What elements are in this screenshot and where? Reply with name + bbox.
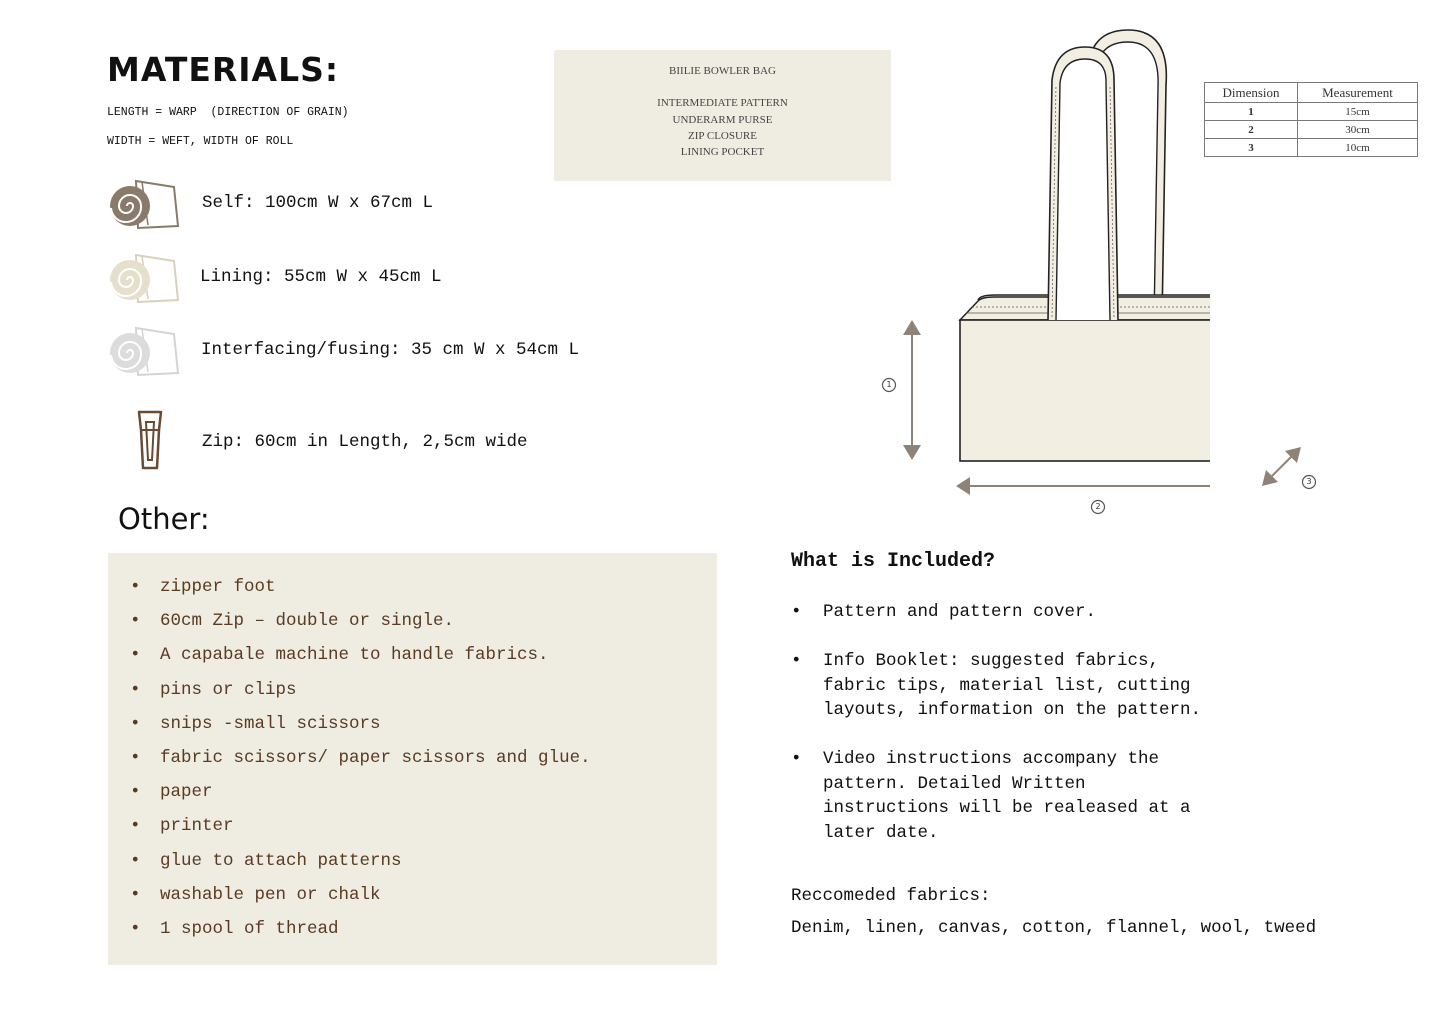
table-row (1205, 121, 1418, 139)
list-item: • fabric scissors/ paper scissors and glue. (130, 741, 717, 775)
zip-pull-icon (133, 408, 167, 472)
included-heading: What is Included? (791, 550, 996, 573)
list-item: • glue to attach patterns (130, 844, 717, 878)
measurement-cell: 15cm (1298, 103, 1418, 121)
table-header-row (1205, 83, 1418, 103)
bullet-icon: • (791, 651, 802, 671)
list-item: • pins or clips (130, 673, 717, 707)
dimension-cell: 1 (1205, 103, 1298, 121)
fabric-roll-icon (108, 178, 184, 232)
list-item: • zipper foot (130, 570, 717, 604)
bullet-icon: • (791, 749, 802, 769)
list-item: • A capabale machine to handle fabrics. (130, 638, 717, 672)
width-note: WIDTH = WEFT, WIDTH OF ROLL (107, 135, 294, 148)
list-item: • 60cm Zip – double or single. (130, 604, 717, 638)
list-item: • washable pen or chalk (130, 878, 717, 912)
dimension-header: Dimension (1205, 83, 1298, 103)
pattern-type: UNDERARM PURSE (672, 113, 773, 126)
zip-spec: Zip: 60cm in Length, 2,5cm wide (202, 432, 528, 452)
pattern-info-spacer (554, 79, 891, 95)
marker-2-label: 2 (1095, 502, 1101, 511)
other-heading: Other: (118, 502, 210, 536)
recommended-fabrics-label: Reccomeded fabrics: (791, 886, 991, 906)
dimensions-table (1204, 82, 1418, 157)
pattern-pocket: LINING POCKET (680, 146, 765, 159)
measurement-cell: 10cm (1298, 139, 1418, 157)
list-item: • 1 spool of thread (130, 912, 717, 946)
other-supplies-list (108, 553, 717, 946)
pattern-closure: ZIP CLOSURE (688, 129, 757, 142)
measurement-header: Measurement (1298, 83, 1418, 103)
included-item-text: Info Booklet: suggested fabrics, fabric tips, material list, cutting layouts, information on the pattern. (823, 651, 1202, 720)
included-item-text: Video instructions accompany the pattern. Detailed Written instructions will be realeased at a later date. (823, 749, 1191, 843)
table-row (1205, 139, 1418, 157)
included-item-text: Pattern and pattern cover. (823, 602, 1097, 622)
list-item: • printer (130, 809, 717, 843)
marker-3-label: 3 (1306, 477, 1312, 486)
bullet-icon: • (791, 602, 802, 622)
lining-fabric-spec: Lining: 55cm W x 45cm L (200, 267, 442, 287)
bag-diagram (870, 25, 1210, 525)
measurement-cell: 30cm (1298, 121, 1418, 139)
other-supplies-panel (108, 553, 717, 965)
fabric-roll-icon (108, 252, 184, 306)
list-item: • paper (130, 775, 717, 809)
interfacing-spec: Interfacing/fusing: 35 cm W x 54cm L (201, 340, 580, 360)
list-item: • snips -small scissors (130, 707, 717, 741)
pattern-info-box (554, 50, 891, 181)
self-fabric-spec: Self: 100cm W x 67cm L (202, 193, 434, 213)
recommended-fabrics-text: Denim, linen, canvas, cotton, flannel, wool, tweed (791, 918, 1317, 938)
marker-1-label: 1 (886, 380, 892, 389)
grain-note: LENGTH = WARP (DIRECTION OF GRAIN) (107, 106, 349, 119)
fabric-roll-icon (108, 325, 184, 379)
pattern-name: BIILIE BOWLER BAG (669, 65, 776, 77)
dimension-cell: 2 (1205, 121, 1298, 139)
pattern-level: INTERMEDIATE PATTERN (657, 97, 788, 110)
page-title: MATERIALS: (107, 50, 340, 89)
dimension-cell: 3 (1205, 139, 1298, 157)
depth-arrow (1255, 440, 1325, 500)
table-row (1205, 103, 1418, 121)
